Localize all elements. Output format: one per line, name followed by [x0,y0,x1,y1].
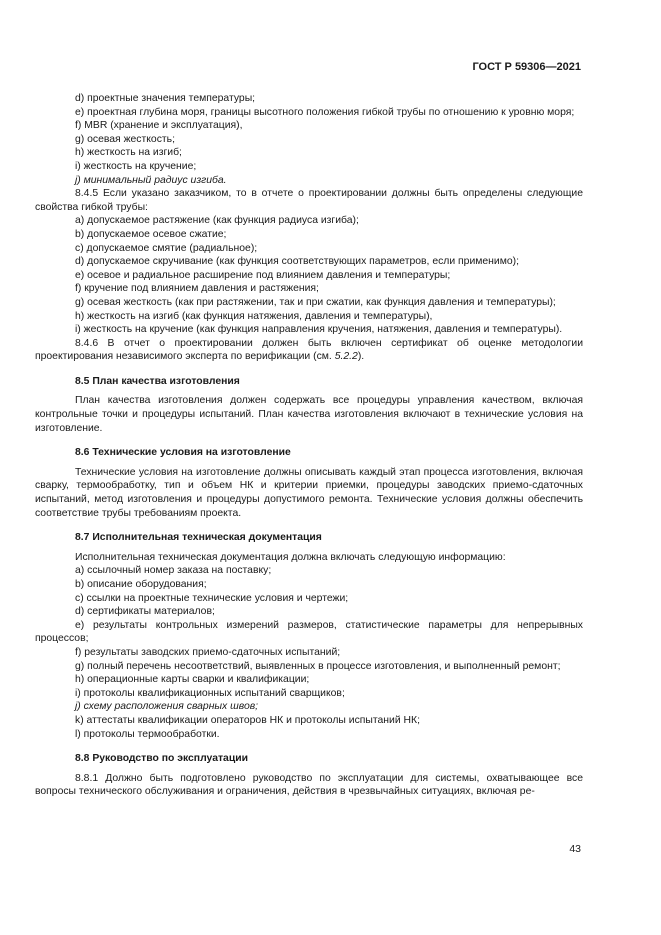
list-item: a) допускаемое растяжение (как функция радиуса изгиба); [75,215,359,227]
list-item: h) операционные карты сварки и квалификации; [75,674,310,686]
section-8-5-text: План качества изготовления должен содержать все процедуры управления качеством, включая контрольные точки и процедуры испытаний. План качества изготовления включают в технические условия на изготовление. [35,395,583,434]
section-heading-8-8: 8.8 Руководство по эксплуатации [75,753,249,765]
list-item: k) аттестаты квалификации операторов НК и протоколы испытаний НК; [75,714,420,726]
list-item: j) схему расположения сварных швов; [75,701,259,713]
clause-8-4-6 [35,337,583,364]
list-item: f) MBR (хранение и эксплуатация), [75,120,243,132]
clause-8-8-1: 8.8.1 Должно быть подготовлено руководство по эксплуатации для системы, охватывающее все вопросы технического обслуживания и ограничения, действия в чрезвычайных ситуациях, включая ре- [35,772,583,798]
list-item: b) допускаемое осевое сжатие; [75,228,227,240]
list-item: i) протоколы квалификационных испытаний сварщиков; [75,687,345,699]
list-item: b) описание оборудования; [75,579,207,590]
list-item: i) жесткость на кручение; [75,160,197,172]
list-item: d) сертификаты материалов; [75,606,215,618]
list-item: e) проектная глубина моря, границы высотного положения гибкой трубы по отношению к уровню моря; [75,106,575,118]
list-item: i) жесткость на кручение (как функция направления кручения, натяжения, давления и температуры). [75,324,563,336]
list-item: h) жесткость на изгиб (как функция натяжения, давления и температуры), [75,310,433,322]
section-heading-8-6: 8.6 Технические условия на изготовление [75,447,291,459]
list-item: g) осевая жесткость; [75,133,175,145]
section-8-7-intro: Исполнительная техническая документация должна включать следующую информацию: [75,551,506,563]
clause-text-end: ). [357,351,365,363]
list-item: d) допускаемое скручивание (как функция соответствующих параметров, если применимо); [75,256,519,268]
list-item: c) ссылки на проектные технические условия и чертежи; [75,592,349,604]
list-item: g) полный перечень несоответствий, выявленных в процессе изготовления, и выполненный ремонт; [75,660,561,672]
list-item: h) жесткость на изгиб; [75,147,182,159]
clause-text: 8.4.6 В отчет о проектировании должен быть включен сертификат об оценке методологии проектирования независимого эксперта по верификации (см. [35,337,583,363]
list-item: f) результаты заводских приемо-сдаточных испытаний; [75,646,341,658]
clause-8-4-5-intro: 8.4.5 Если указано заказчиком, то в отчете о проектировании должны быть определены следующие свойства гибкой трубы: [35,188,583,213]
list-item: j) минимальный радиус изгиба. [75,174,227,186]
list-item: e) результаты контрольных измерений размеров, статистические параметры для непрерывных процессов; [35,619,583,645]
list-item: l) протоколы термообработки. [75,728,220,740]
section-8-6-text: Технические условия на изготовление должны описывать каждый этап процесса изготовления, включая сварку, термообработку, тип и объем НК и критерии приемки, процедуры заводских приемо-сдаточных испытаний, метод изготовления и процедуры допустимого ремонта. Технические условия должны обеспечить соответствие трубы требованиям проекта. [35,466,583,519]
cross-reference: 5.2.2 [334,351,358,363]
list-item: c) допускаемое смятие (радиальное); [75,242,258,254]
list-item: d) проектные значения температуры; [75,93,256,104]
section-heading-8-7: 8.7 Исполнительная техническая документация [75,532,322,544]
list-item: f) кручение под влиянием давления и растяжения; [75,283,319,295]
document-header: ГОСТ Р 59306—2021 [472,61,581,73]
list-item: e) осевое и радиальное расширение под влиянием давления и температуры; [75,269,451,281]
list-item: a) ссылочный номер заказа на поставку; [75,565,272,577]
list-item: g) осевая жесткость (как при растяжении, так и при сжатии, как функция давления и температуры); [75,296,556,308]
section-heading-8-5: 8.5 План качества изготовления [75,375,240,387]
page-content [35,92,583,799]
page-number: 43 [569,843,581,855]
